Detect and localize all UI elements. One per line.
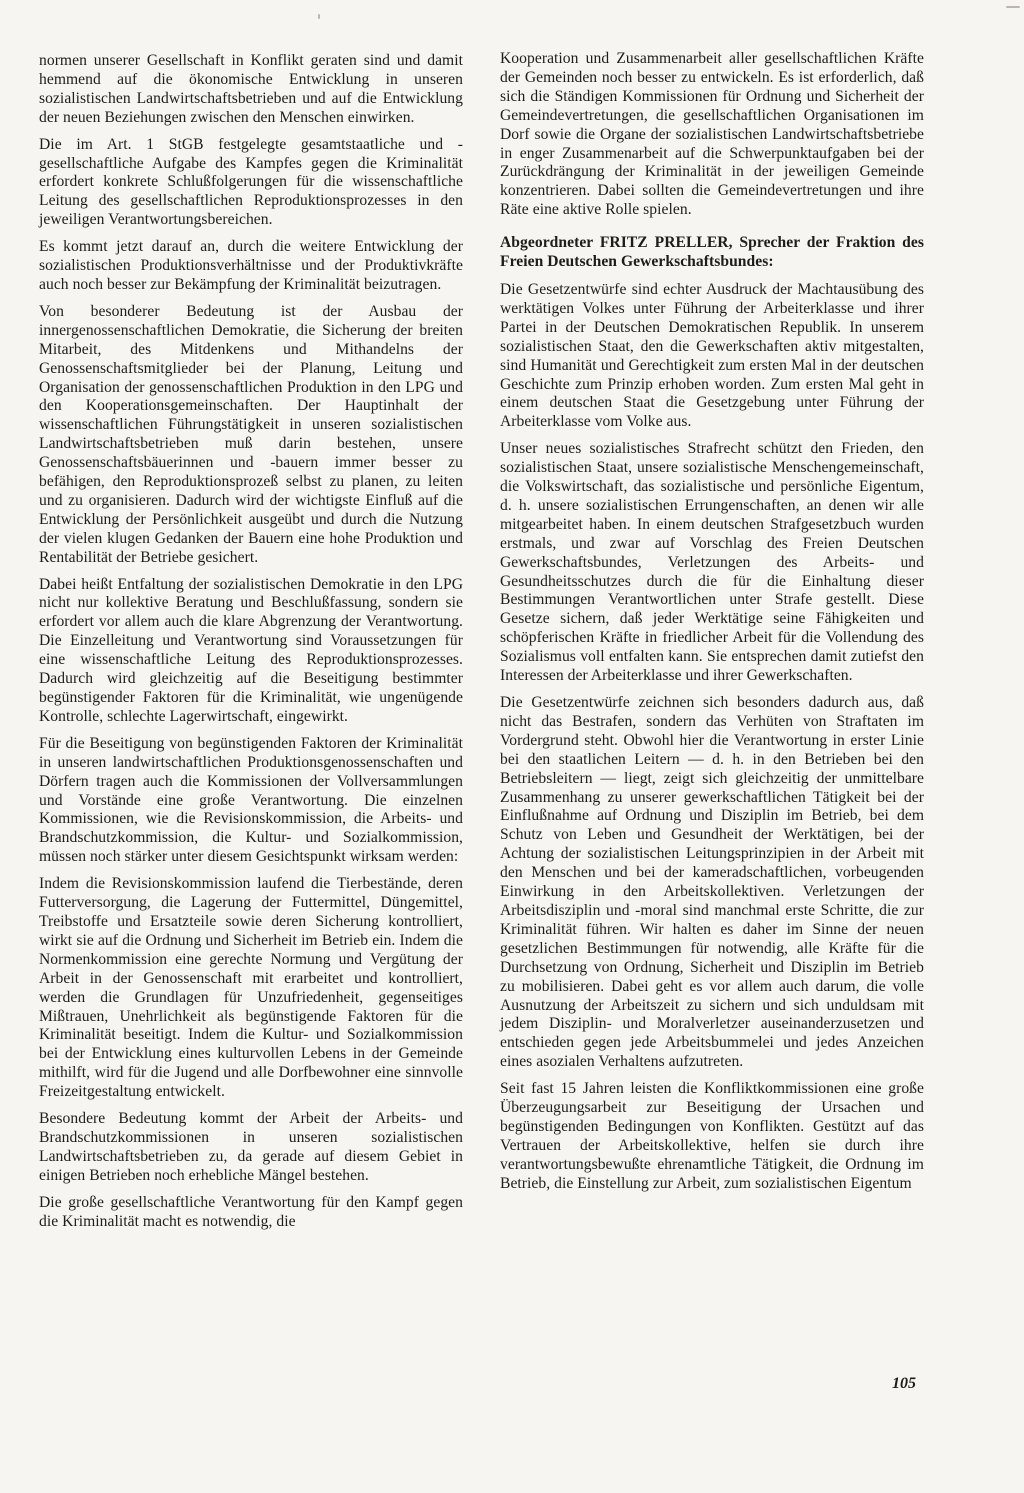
speaker-heading: Abgeordneter FRITZ PRELLER, Sprecher der Fraktion des Freien Deutschen Gewerkschaftsbundes: xyxy=(500,234,924,271)
scan-speck xyxy=(318,14,320,19)
page-number: 105 xyxy=(892,1375,916,1392)
scan-speck xyxy=(1006,6,1020,8)
paragraph: Indem die Revisionskommission laufend die Tierbestände, deren Futterversorgung, die Lagerung der Futtermittel, Düngemittel, Treibstoffe und Ersatzteile sowie deren Sicherung kontrolliert, wirkt sie auf die Ordnung und Sicherheit im Betrieb ein. Indem die Normenkommission eine gerechte Normung und Vergütung der Arbeit in der Genossenschaft mit erarbeitet und kontrolliert, werden die Grundlagen für Unzufriedenheit, gegenseitiges Mißtrauen, Unehrlichkeit als begünstigende Faktoren für die Kriminalität beseitigt. Indem die Kultur- und Sozialkommission bei der Entwicklung eines kulturvollen Lebens in der Gemeinde mithilft, wird für die Jugend und alle Dorfbewohner eine sinnvolle Freizeitgestaltung entwickelt. xyxy=(39,875,463,1101)
paragraph: Die Gesetzentwürfe zeichnen sich besonders dadurch aus, daß nicht das Bestrafen, sondern das Verhüten von Straftaten im Vordergrund steht. Obwohl hier die Verantwortung in erster Linie bei den staatlichen Leitern — d. h. in den Betrieben bei den Betriebsleitern — liegt, zeigt sich gleichzeitig der unmittelbare Zusammenhang zu unserer gewerkschaftlichen Tätigkeit bei der Einflußnahme auf Ordnung und Disziplin im Betrieb, bei dem Schutz von Leben und Gesundheit der Werktätigen, bei der Achtung der sozialistischen Leitungsprinzipien in der Arbeit mit den Menschen und bei der kameradschaftlichen, vorbeugenden Einwirkung in den Arbeitskollektiven. Verletzungen der Arbeitsdisziplin und -moral sind manchmal erste Schritte, die zur Kriminalität führen. Wir halten es daher im Sinne der neuen gesetzlichen Bestimmungen für notwendig, alle Kräfte für die Durchsetzung von Ordnung, Sicherheit und Disziplin im Betrieb zu mobilisieren. Dabei geht es vor allem auch darum, die volle Ausnutzung der Arbeitszeit zu sichern und sich unduldsam mit jedem Disziplin- und Moralverletzer auseinanderzusetzen und entschieden gegen jede Arbeitsbummelei und jedes Anzeichen eines asozialen Verhaltens aufzutreten. xyxy=(500,694,924,1071)
paragraph: Besondere Bedeutung kommt der Arbeit der Arbeits- und Brandschutzkommissionen in unseren sozialistischen Landwirtschaftsbetrieben zu, da gerade auf diesem Gebiet in einigen Betrieben noch erhebliche Mängel bestehen. xyxy=(39,1110,463,1184)
right-column xyxy=(500,50,924,1202)
paragraph: Dabei heißt Entfaltung der sozialistischen Demokratie in den LPG nicht nur kollektive Beratung und Beschlußfassung, sondern sie erfordert vor allem auch die klare Abgrenzung der Verantwortung. Die Einzelleitung und Verantwortung sind Voraussetzungen für eine wissenschaftliche Leitung des Reproduktionsprozesses. Dadurch wird gleichzeitig auf die Beseitigung bestimmter begünstigender Faktoren für die Kriminalität, wie ungenügende Kontrolle, schlechte Lagerwirtschaft, eingewirkt. xyxy=(39,575,463,725)
paragraph: Von besonderer Bedeutung ist der Ausbau der innergenossenschaftlichen Demokratie, die Sicherung der breiten Mitarbeit, des Mitdenkens und Mithandelns der Genossenschaftsmitglieder bei der Planung, Leitung und Organisation der genossenschaftlichen Produktion in den LPG und den Kooperationsgemeinschaften. Der Hauptinhalt der wissenschaftlichen Führungstätigkeit in unseren sozialistischen Landwirtschaftsbetrieben muß darin bestehen, unsere Genossenschaftsbäuerinnen und -bauern immer besser zu befähigen, den Reproduktionsprozeß selbst zu planen, zu leiten und zu organisieren. Dadurch wird der wichtigste Einfluß auf die Entwicklung der Persönlichkeit ausgeübt und durch die Nutzung der vielen klugen Gedanken der Bauern eine hohe Produktion und Rentabilität der Betriebe gesichert. xyxy=(39,302,463,566)
paragraph: normen unserer Gesellschaft in Konflikt geraten sind und damit hemmend auf die ökonomische Entwicklung in unseren sozialistischen Landwirtschaftsbetrieben und auf die Entwicklung der neuen Beziehungen zwischen den Menschen einwirken. xyxy=(39,52,463,126)
paragraph: Für die Beseitigung von begünstigenden Faktoren der Kriminalität in unseren landwirtschaftlichen Produktionsgenossenschaften und Dörfern tragen auch die Kommissionen der Vollversammlungen und Vorstände eine große Verantwortung. Die einzelnen Kommissionen, wie die Revisionskommission, die Arbeits- und Brandschutzkommission, die Kultur- und Sozialkommission, müssen noch stärker unter diesem Gesichtspunkt wirksam werden: xyxy=(39,734,463,866)
paragraph: Kooperation und Zusammenarbeit aller gesellschaftlichen Kräfte der Gemeinden noch besser zu entwickeln. Es ist erforderlich, daß sich die Ständigen Kommissionen für Ordnung und Sicherheit der Gemeindevertretungen, die gesellschaftlichen Organisationen im Dorf sowie die Organe der sozialistischen Landwirtschaftsbetriebe in enger Zusammenarbeit auf die Schwerpunktaufgaben bei der Zurückdrängung der Kriminalität in der jeweiligen Gemeinde konzentrieren. Dabei sollten die Gemeindevertretungen und ihre Räte eine aktive Rolle spielen. xyxy=(500,50,924,219)
paragraph: Seit fast 15 Jahren leisten die Konfliktkommissionen eine große Überzeugungsarbeit zur Beseitigung der Ursachen und begünstigenden Bedingungen von Konflikten. Gestützt auf das Vertrauen der Arbeitskollektive, helfen sie durch ihre verantwortungsbewußte ehrenamtliche Tätigkeit, die Ordnung im Betrieb, die Einstellung zur Arbeit, zum sozialistischen Eigentum xyxy=(500,1080,924,1192)
paragraph: Die Gesetzentwürfe sind echter Ausdruck der Machtausübung des werktätigen Volkes unter Führung der Arbeiterklasse und ihrer Partei in der Deutschen Demokratischen Republik. In unserem sozialistischen Staat, den die Gewerkschaften aktiv mitgestalten, sind Humanität und Gerechtigkeit zum ersten Mal in der deutschen Geschichte zum Prinzip erhoben worden. Zum ersten Mal geht in einem deutschen Staat die Gesetzgebung unter Führung der Arbeiterklasse vom Volke aus. xyxy=(500,280,924,431)
paragraph: Die große gesellschaftliche Verantwortung für den Kampf gegen die Kriminalität macht es notwendig, die xyxy=(39,1193,463,1230)
left-column xyxy=(39,52,463,1239)
paragraph: Es kommt jetzt darauf an, durch die weitere Entwicklung der sozialistischen Produktionsverhältnisse und der Produktivkräfte auch noch besser zur Bekämpfung der Kriminalität beizutragen. xyxy=(39,238,463,293)
paragraph: Unser neues sozialistisches Strafrecht schützt den Frieden, den sozialistischen Staat, unsere sozialistische Menschengemeinschaft, die Volkswirtschaft, das sozialistische und persönliche Eigentum, d. h. unsere sozialistischen Errungenschaften, an denen wir alle mitgearbeitet haben. In einem deutschen Strafgesetzbuch wurden erstmals, und zwar auf Vorschlag des Freien Deutschen Gewerkschaftsbundes, Verletzungen des Arbeits- und Gesundheitsschutzes durch die für die Einhaltung dieser Bestimmungen Verantwortlichen unter Strafe gestellt. Diese Gesetze sichern, daß jeder Werktätige seine Fähigkeiten und schöpferischen Kräfte in friedlicher Arbeit für die Vollendung des Sozialismus voll entfalten kann. Sie entsprechen damit zutiefst den Interessen der Arbeiterklasse und ihrer Gewerkschaften. xyxy=(500,440,924,685)
paragraph: Die im Art. 1 StGB festgelegte gesamtstaatliche und -gesellschaftliche Aufgabe des Kampfes gegen die Kriminalität erfordert konkrete Schlußfolgerungen für die wissenschaftliche Leitung des gesellschaftlichen Reproduktionsprozesses in den jeweiligen Verantwortungsbereichen. xyxy=(39,135,463,229)
